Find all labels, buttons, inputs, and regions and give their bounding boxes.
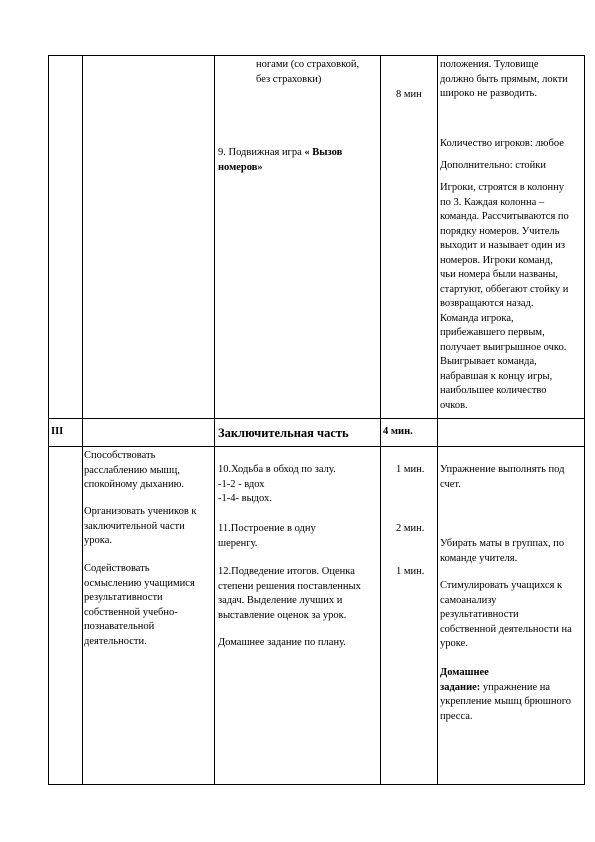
table-column-divider	[380, 55, 381, 785]
game-title: « Вызов номеров»	[218, 147, 343, 173]
homework-note	[440, 666, 584, 724]
game-rules: Игроки, строятся в колонну по 3. Каждая колонна – команда. Рассчитываются по порядку номеров. Учитель выходит и называет один из номеров. Игроки команд, чьи номера были названы, стартуют, оббегают стойку и возвращаются назад. Команда игрока, прибежавшего первым, получает выигрышное очко. Выигрывает команда, набравшая к концу игры, наибольшее количество очков.	[440, 182, 569, 411]
duration-summary: 1 мин.	[396, 566, 425, 577]
goal-relaxation: Способствовать расслаблению мышц, спокойному дыханию.	[84, 450, 185, 490]
table-right-border	[584, 55, 585, 785]
game-extra: Дополнительно: стойки	[440, 160, 547, 171]
game-players: Количество игроков: любое	[440, 138, 564, 149]
homework-label: Домашнее задание:	[440, 667, 489, 693]
exercise-walking: 10.Ходьба в обход по залу. -1-2 - вдох -1-4- выдох.	[218, 464, 336, 504]
note-mats: Убирать маты в группах, по команде учителя.	[440, 538, 565, 564]
game-number-label: 9. Подвижная игра	[218, 147, 305, 158]
game-item	[218, 146, 380, 175]
table-column-divider	[437, 55, 438, 785]
duration-walking: 1 мин.	[396, 464, 425, 475]
table-top-border	[48, 55, 585, 56]
exercise-continuation: ногами (со страховкой, без страховки)	[256, 59, 360, 85]
summary-item: 12.Подведение итогов. Оценка степени решения поставленных задач. Выделение лучших и выставление оценок за урок.	[218, 566, 361, 621]
table-bottom-border	[48, 784, 585, 785]
table-column-divider	[82, 55, 83, 785]
exercise-lineup: 11.Построение в одну шеренгу.	[218, 523, 316, 549]
homework-item: Домашнее задание по плану.	[218, 637, 346, 648]
section-number: III	[51, 426, 64, 437]
exercise-duration: 8 мин	[396, 89, 422, 100]
goal-organize: Организовать учеников к заключительной части урока.	[84, 506, 197, 546]
section-title: Заключительная часть	[218, 426, 349, 440]
section-duration: 4 мин.	[383, 426, 413, 437]
goal-reflection: Содействовать осмыслению учащимися результативности собственной учебно- познавательной деятельности.	[84, 563, 195, 647]
homework-text: упражнение на укрепление мышц брюшного пресса.	[440, 681, 572, 722]
duration-lineup: 2 мин.	[396, 523, 425, 534]
table-row-divider	[48, 418, 585, 419]
note-walking: Упражнение выполнять под счет.	[440, 464, 565, 490]
exercise-notes-continuation: положения. Туловище должно быть прямым, локти широкo не разводить.	[440, 59, 568, 99]
table-row-divider	[48, 446, 585, 447]
table-column-divider	[214, 55, 215, 785]
note-self-analysis: Стимулировать учащихся к самоанализу результативности собственной деятельности на уроке.	[440, 580, 572, 649]
table-left-border	[48, 55, 49, 785]
